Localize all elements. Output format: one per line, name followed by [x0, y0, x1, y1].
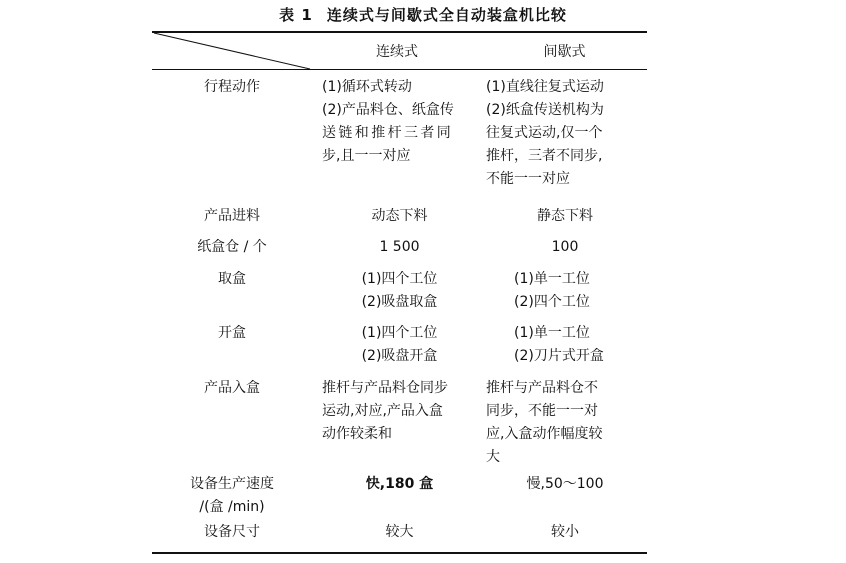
row-label-equipment-size: 设备尺寸 [204, 524, 260, 540]
cell-line: (1)循环式转动 [322, 79, 412, 95]
cell-product-insertion-continuous [322, 377, 477, 446]
cell-carton-pick-continuous [322, 268, 477, 314]
cell-line: 大 [486, 449, 500, 465]
table-number: 表 1 [279, 6, 313, 24]
cell-line: 推杆与产品料仓同步 [322, 380, 448, 396]
cell-product-insertion-intermittent [486, 377, 644, 469]
cell-line: 不能一一对应 [486, 171, 570, 187]
cell-line: 同步，不能一一对 [486, 403, 598, 419]
cell-line: 推杆，三者不同步, [486, 148, 603, 164]
cell-line: /(盒 /min) [199, 499, 265, 515]
cell-carton-pick-intermittent [486, 268, 644, 314]
cell-line: (1)四个工位 [361, 325, 438, 341]
cell-line: (1)单一工位 [514, 325, 590, 341]
cell-stroke-action-intermittent [486, 76, 644, 191]
cell-equipment-size-continuous: 较大 [385, 524, 414, 540]
cell-line: 往复式运动,仅一个 [486, 125, 603, 141]
cell-line: (2)刀片式开盒 [514, 348, 604, 364]
row-label-stroke-action: 行程动作 [204, 79, 260, 95]
cell-line: (1)单一工位 [514, 271, 590, 287]
cell-carton-magazine-intermittent: 100 [551, 239, 579, 255]
cell-stroke-action-continuous [322, 76, 477, 168]
row-label-product-feeding: 产品进料 [204, 208, 260, 224]
table-title: 连续式与间歇式全自动装盒机比较 [326, 6, 567, 24]
cell-line: (1)四个工位 [361, 271, 438, 287]
column-header-intermittent: 间歇式 [543, 44, 586, 60]
cell-line: 送链和推杆三者同 [322, 125, 454, 141]
cell-equipment-size-intermittent: 较小 [551, 524, 579, 540]
cell-carton-magazine-continuous: 1 500 [379, 239, 420, 255]
diagonal-header-line [152, 32, 312, 70]
row-label-carton-open: 开盒 [218, 325, 246, 341]
cell-line: 运动,对应,产品入盒 [322, 403, 443, 419]
cell-line: 推杆与产品料仓不 [486, 380, 598, 396]
cell-line: (2)产品料仓、纸盒传 [322, 102, 454, 118]
cell-production-speed-continuous: 快,180 盒 [365, 476, 434, 492]
cell-line: 步,且一一对应 [322, 148, 411, 164]
cell-line: (2)吸盘开盒 [361, 348, 438, 364]
column-header-continuous: 连续式 [376, 44, 418, 60]
bottom-rule [152, 552, 647, 554]
table-caption [0, 4, 846, 25]
cell-line: (2)吸盘取盒 [361, 294, 438, 310]
cell-product-feeding-continuous: 动态下料 [371, 208, 428, 224]
cell-line: (2)纸盒传送机构为 [486, 102, 604, 118]
cell-line: (1)直线往复式运动 [486, 79, 604, 95]
cell-line: 设备生产速度 [190, 476, 274, 492]
row-label-product-insertion: 产品入盒 [204, 380, 260, 396]
row-label-production-speed [152, 473, 312, 519]
row-label-carton-magazine: 纸盒仓 / 个 [197, 239, 267, 255]
cell-line: (2)四个工位 [514, 294, 590, 310]
cell-production-speed-intermittent: 慢,50～100 [526, 476, 604, 492]
cell-line: 应,入盒动作幅度较 [486, 426, 603, 442]
row-label-carton-pick: 取盒 [218, 271, 246, 287]
cell-line: 动作较柔和 [322, 426, 392, 442]
cell-carton-open-continuous [322, 322, 477, 368]
cell-product-feeding-intermittent: 静态下料 [537, 208, 593, 224]
cell-carton-open-intermittent [486, 322, 644, 368]
